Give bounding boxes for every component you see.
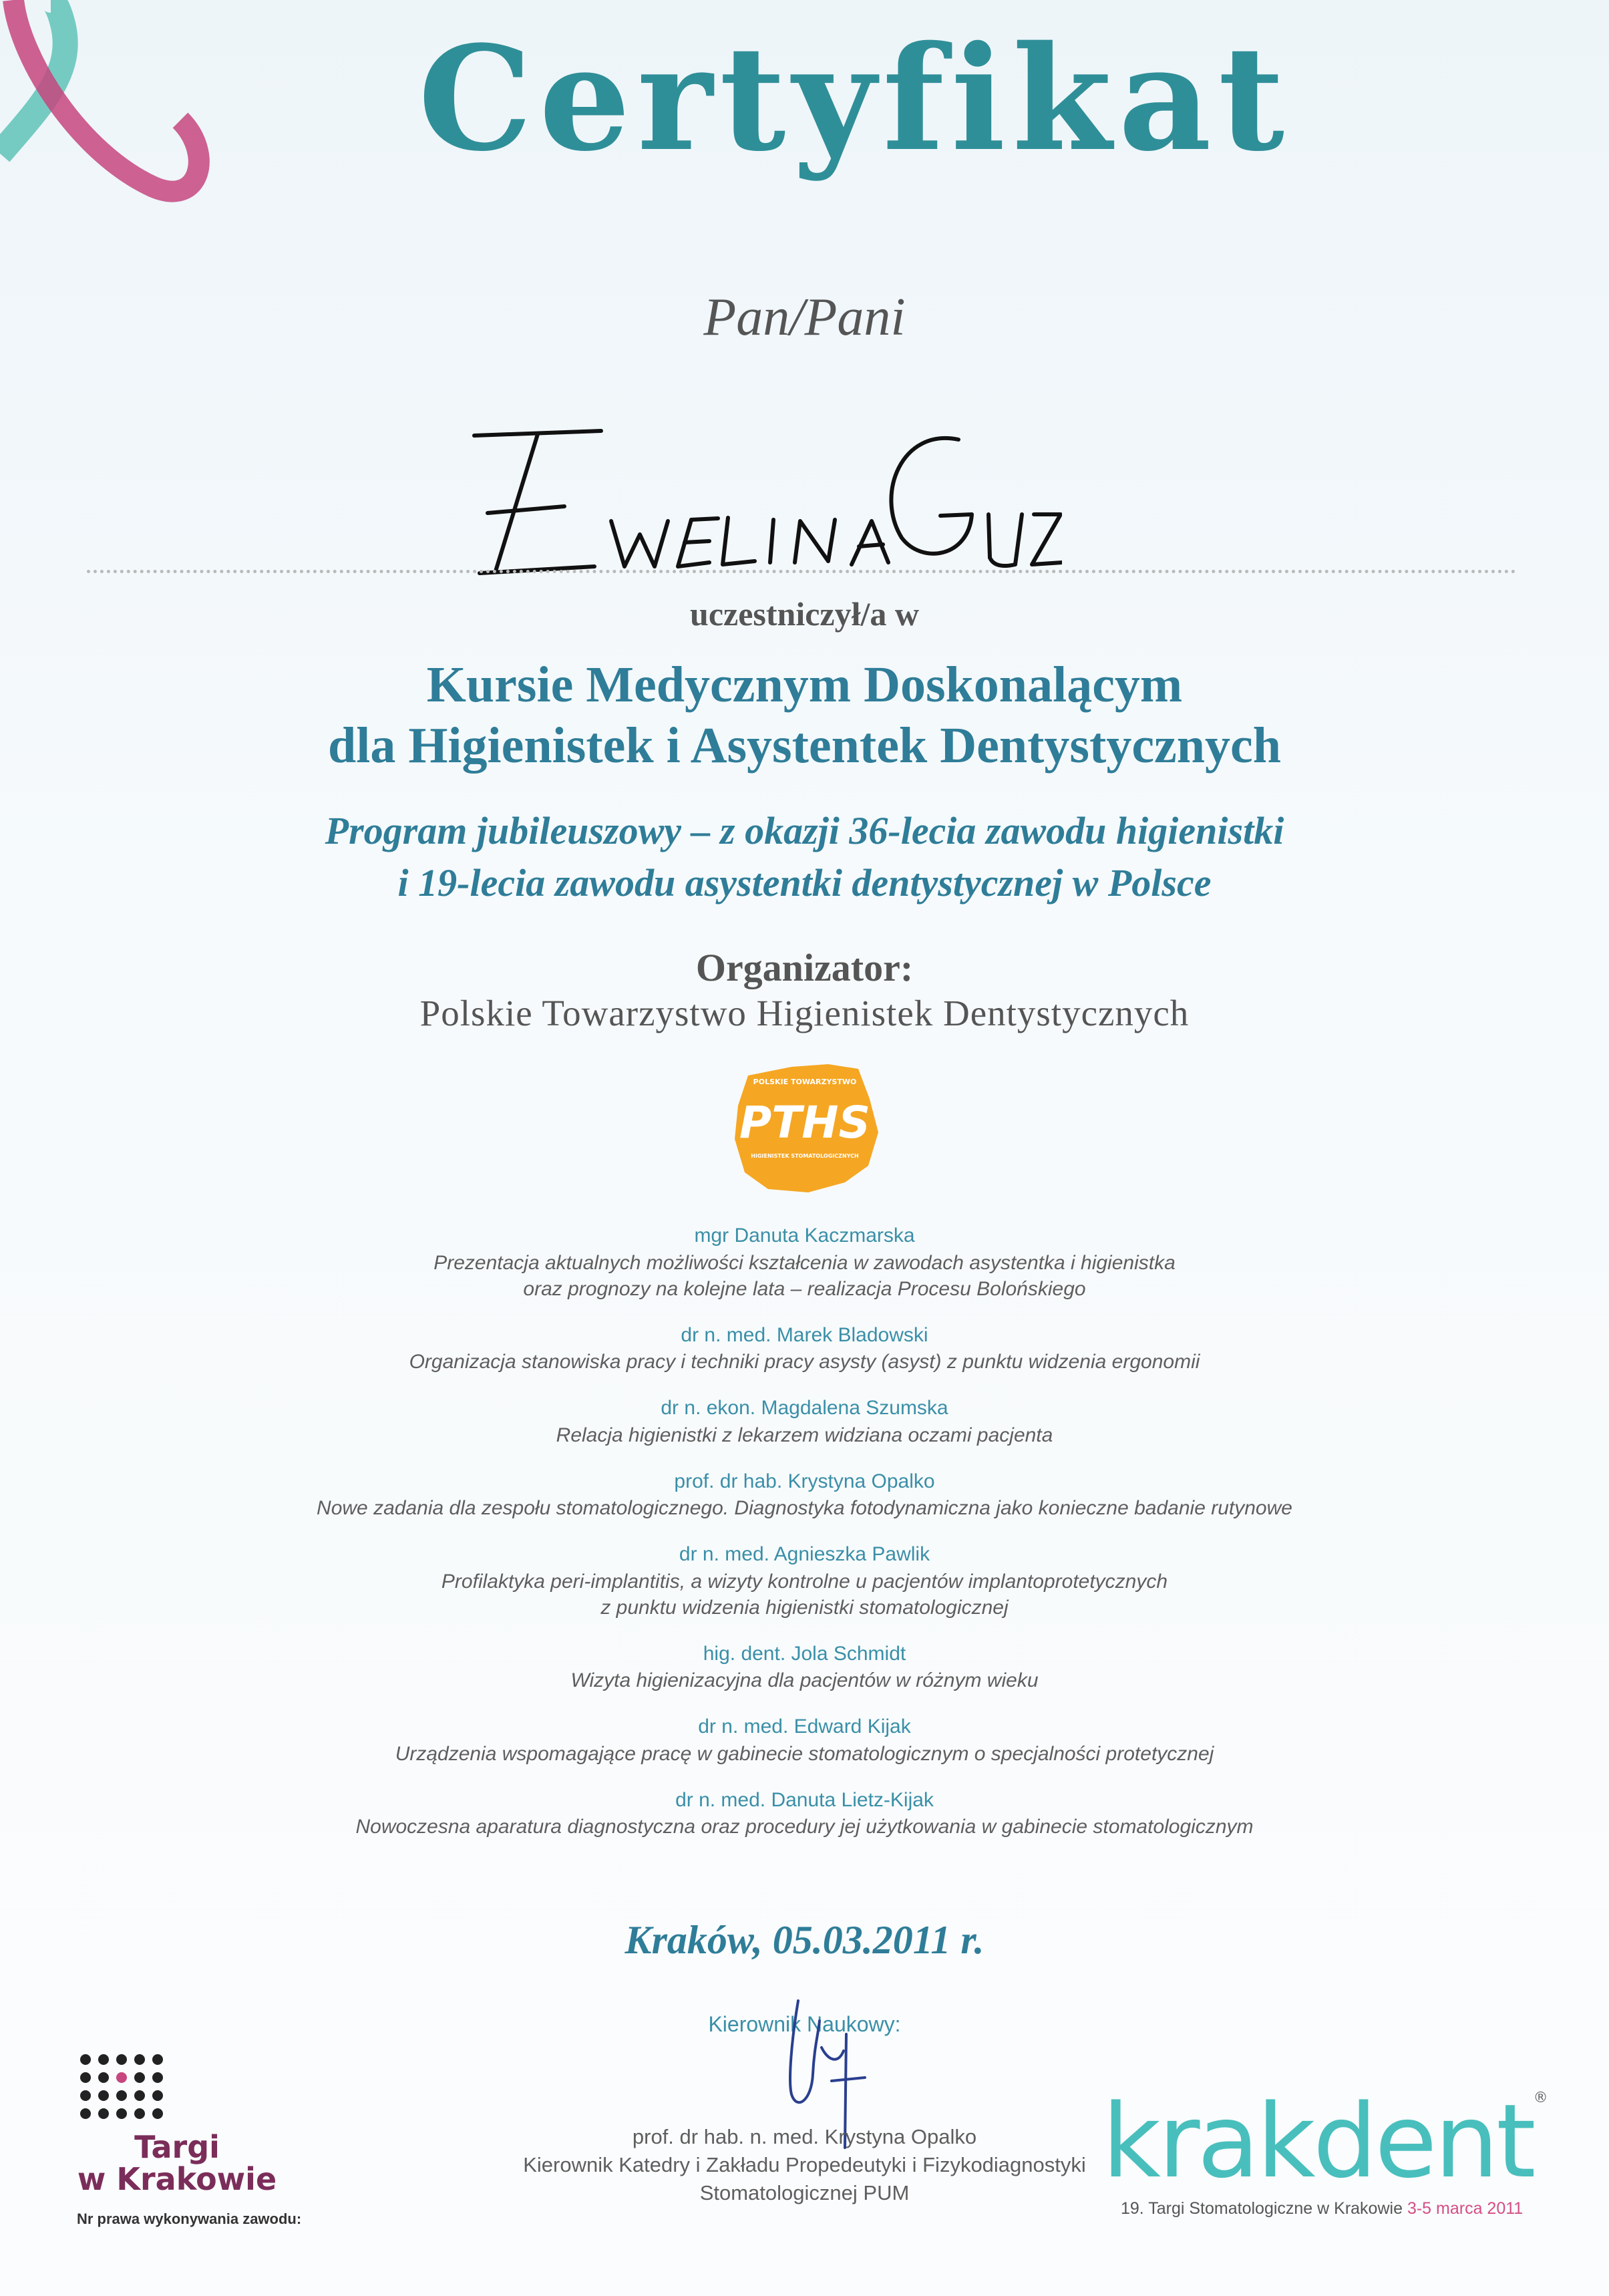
targi-dot	[98, 2054, 109, 2065]
targi-dot	[98, 2108, 109, 2119]
lecture-topic: Nowoczesna aparatura diagnostyczna oraz procedury jej użytkowania w gabinecie stomatologicznym	[355, 1816, 1254, 1838]
lecturer-entry	[0, 1713, 1609, 1767]
lecturer-name: dr n. ekon. Magdalena Szumska	[661, 1397, 948, 1419]
lecturer-entry	[0, 1468, 1609, 1522]
organizer-label: Organizator:	[695, 946, 914, 989]
lecture-topic: Urządzenia wspomagające pracę w gabinecie stomatologicznym o specjalności protetycznej	[395, 1742, 1214, 1765]
targi-dot	[152, 2108, 163, 2119]
targi-dot	[152, 2090, 163, 2101]
lecture-topic: Nowe zadania dla zespołu stomatologicznego. Diagnostyka fotodynamiczna jako konieczne badanie rutynowe	[317, 1497, 1292, 1519]
program-line-2: i 19-lecia zawodu asystentki dentystycznej w Polsce	[397, 861, 1212, 905]
lecturer-entry	[0, 1541, 1609, 1621]
recipient-name-handwriting	[461, 421, 1062, 595]
lecture-topic: oraz prognozy na kolejne lata – realizacja Procesu Bolońskiego	[523, 1277, 1086, 1300]
issue-date: Kraków, 05.03.2011 r.	[624, 1918, 985, 1962]
lecturer-entry	[0, 1222, 1609, 1302]
targi-dot	[80, 2108, 91, 2119]
targi-dot	[80, 2072, 91, 2083]
signer-name: prof. dr hab. n. med. Krystyna Opalko	[632, 2125, 977, 2148]
lecture-topic: Profilaktyka peri-implantitis, a wizyty kontrolne u pacjentów implantoprotetycznych	[441, 1570, 1168, 1593]
lecture-topic: Prezentacja aktualnych możliwości kształcenia w zawodach asystentka i higienistka	[433, 1251, 1176, 1274]
signer-department: Stomatologicznej PUM	[699, 2180, 910, 2204]
program-line-1: Program jubileuszowy – z okazji 36-lecia zawodu higienistki	[325, 809, 1284, 852]
certificate-title: Certyfikat	[417, 14, 1292, 183]
lecturer-name: dr n. med. Marek Bladowski	[681, 1323, 928, 1346]
targi-name-line-1: Targi	[134, 2129, 220, 2165]
course-title-line-1: Kursie Medycznym Doskonalącym	[426, 657, 1183, 713]
program-description	[0, 805, 1609, 910]
pths-logo-bottom-text: HIGIENISTEK STOMATOLOGICZNYCH	[751, 1153, 859, 1159]
pths-logo-abbr: PTHS	[739, 1097, 871, 1148]
pths-logo	[728, 1059, 882, 1199]
signer-title: Kierownik Katedry i Zakładu Propedeutyki i Fizykodiagnostyki	[523, 2152, 1086, 2176]
targi-dot	[134, 2054, 145, 2065]
krakdent-logo	[1102, 2082, 1548, 2219]
lecturer-name: mgr Danuta Kaczmarska	[694, 1224, 915, 1247]
krakdent-subtitle	[1121, 2199, 1543, 2219]
lecture-topic: Organizacja stanowiska pracy i techniki pracy asysty (asyst) z punktu widzenia ergonomii	[409, 1351, 1200, 1373]
targi-dot	[152, 2054, 163, 2065]
targi-dot	[134, 2090, 145, 2101]
lecturer-entry	[0, 1395, 1609, 1448]
lecturer-name: dr n. med. Danuta Lietz-Kijak	[675, 1788, 934, 1811]
lecture-topic: Relacja higienistki z lekarzem widziana oczami pacjenta	[556, 1424, 1053, 1446]
lecturer-name: dr n. med. Agnieszka Pawlik	[679, 1543, 930, 1565]
salutation: Pan/Pani	[703, 288, 906, 347]
targi-dot	[152, 2072, 163, 2083]
pths-logo-top-text: POLSKIE TOWARZYSTWO	[753, 1078, 857, 1086]
organizer-name: Polskie Towarzystwo Higienistek Dentystycznych	[419, 993, 1190, 1033]
lecturer-name: prof. dr hab. Krystyna Opalko	[674, 1470, 935, 1492]
course-title-line-2: dla Higienistek i Asystentek Dentystycznych	[327, 717, 1282, 774]
participated-text: uczestniczył/a w	[690, 595, 919, 633]
targi-dot-grid	[80, 2054, 317, 2119]
targi-w-krakowie-logo	[77, 2054, 317, 2228]
targi-dot	[80, 2090, 91, 2101]
targi-dot	[80, 2054, 91, 2065]
targi-dot	[98, 2072, 109, 2083]
lecturer-entry	[0, 1322, 1609, 1375]
lecture-topic: z punktu widzenia higienistki stomatologicznej	[600, 1596, 1009, 1619]
krakdent-event: 19. Targi Stomatologiczne w Krakowie	[1121, 2199, 1403, 2218]
license-number-label: Nr prawa wykonywania zawodu:	[77, 2210, 302, 2227]
targi-dot	[116, 2072, 127, 2083]
lecture-topic: Wizyta higienizacyjna dla pacjentów w różnym wieku	[570, 1669, 1039, 1691]
targi-dot	[134, 2072, 145, 2083]
lecturer-name: hig. dent. Jola Schmidt	[703, 1642, 906, 1665]
targi-dot	[98, 2090, 109, 2101]
krakdent-dates: 3-5 marca 2011	[1407, 2199, 1524, 2218]
lecturer-list	[0, 1222, 1609, 1860]
targi-dot	[116, 2108, 127, 2119]
lecturer-entry	[0, 1787, 1609, 1840]
lecturer-entry	[0, 1641, 1609, 1694]
krakdent-registered-mark: ®	[1533, 2090, 1548, 2106]
targi-name	[77, 2131, 277, 2196]
krakdent-name: krakdent	[1102, 2082, 1534, 2200]
lecturer-name: dr n. med. Edward Kijak	[698, 1715, 911, 1738]
targi-dot	[134, 2108, 145, 2119]
signature-label: Kierownik Naukowy:	[708, 2012, 901, 2036]
targi-name-line-2: w Krakowie	[77, 2161, 277, 2198]
krakdent-wordmark	[1102, 2082, 1548, 2200]
targi-dot	[116, 2054, 127, 2065]
targi-dot	[116, 2090, 127, 2101]
course-title	[0, 655, 1609, 776]
name-dotted-line	[87, 570, 1516, 573]
